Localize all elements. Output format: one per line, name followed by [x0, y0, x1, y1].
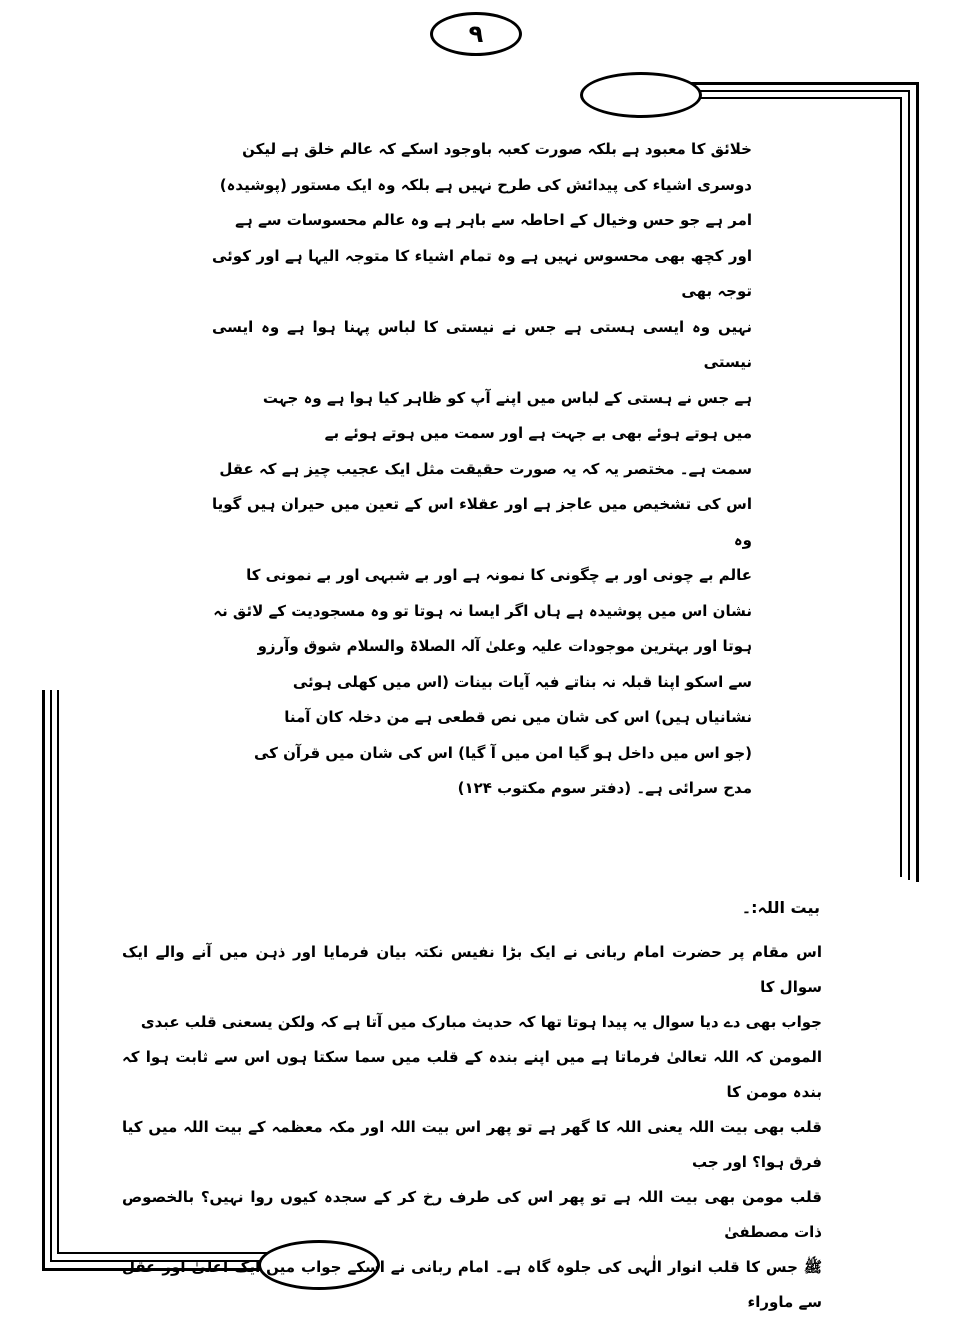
text-line: ہے جس نے ہستی کے لباس میں اپنے آپ کو ظاہر کیا ہوا ہے وہ جہت: [262, 388, 752, 407]
frame-ornament-top: [580, 72, 702, 118]
text-line: قلب مومن بھی بیت اللہ ہے تو پھر اس کی طرف رخ کر کے سجدہ کیوں روا نہیں؟ بالخصوص ذات مصطفیٰ: [122, 1188, 822, 1241]
frame-line: [42, 690, 45, 1270]
text-line: ﷺ جس کا قلب انوار الٰہی کی جلوہ گاہ ہے۔ امام ربانی نے اسکے جواب میں ایک اعلیٰ اور عقل سے ماوراء: [122, 1258, 822, 1311]
text-line: نہیں وہ ایسی ہستی ہے جس نے نیستی کا لباس پہنا ہوا ہے وہ ایسی نیستی: [212, 317, 752, 371]
text-line: میں ہوتے ہوئے بھی بے جہت ہے اور سمت میں ہوتے ہوئے بے: [324, 424, 752, 442]
text-line: المومن کہ اللہ تعالیٰ فرماتا ہے میں اپنے بندہ کے قلب میں سما سکتا ہوں اس سے ثابت ہوا کہ بندہ مومن کا: [122, 1048, 822, 1101]
page-number-text: ۹: [468, 20, 484, 48]
section-text: [122, 935, 822, 1320]
section-heading: بیت اللہ:۔: [741, 898, 820, 917]
text-line: اس کی تشخیص میں عاجز ہے اور عقلاء اس کے تعین میں حیران ہیں گویا وہ: [212, 495, 752, 549]
text-line: مدح سرائی ہے۔ (دفتر سوم مکتوب ۱۲۴): [457, 779, 752, 797]
passage-text: [212, 132, 752, 807]
frame-line: [900, 97, 902, 877]
frame-line: [908, 90, 910, 880]
text-line: سمت ہے۔ مختصر یہ کہ یہ صورت حقیقت مثل ایک عجیب چیز ہے کہ عقل: [219, 459, 752, 478]
frame-line: [50, 690, 52, 1262]
text-line: سے اسکو اپنا قبلہ نہ بناتے فیہ آیات بینات (اس میں کھلی ہوئی: [292, 672, 752, 691]
text-line: قلب بھی بیت اللہ یعنی اللہ کا گھر ہے تو پھر اس بیت اللہ اور مکہ معظمہ کے بیت اللہ میں کیا فرق ہوا؟ اور جب: [122, 1118, 822, 1171]
text-line: نشان اس میں پوشیدہ ہے ہاں اگر ایسا نہ ہوتا تو وہ مسجودیت کے لائق نہ: [213, 601, 752, 620]
text-line: امر ہے جو حس وخیال کے احاطہ سے باہر ہے وہ عالم محسوسات سے ہے: [235, 211, 752, 229]
text-line: ہوتا اور بہترین موجودات علیہ وعلیٰ آلہ الصلاۃ والسلام شوق وآرزو: [257, 637, 752, 655]
text-line: نشانیاں ہیں) اس کی شان میں نص قطعی ہے من دخلہ کان آمنا: [284, 708, 752, 726]
frame-line: [57, 690, 59, 1254]
frame-line: [916, 82, 919, 882]
text-line: اور کچھ بھی محسوس نہیں ہے وہ تمام اشیاء کا متوجہ الیہا ہے اور کوئی توجہ بھی: [212, 246, 752, 300]
text-line: جواب بھی دے دیا سوال یہ پیدا ہوتا تھا کہ حدیث مبارک میں آتا ہے کہ ولکن یسعنی قلب عبدی: [140, 1013, 822, 1031]
text-line: دوسری اشیاء کی پیدائش کی طرح نہیں ہے بلکہ وہ ایک مستور (پوشیدہ): [219, 175, 752, 194]
text-line: خلائق کا معبود ہے بلکہ صورت کعبہ باوجود اسکے کہ عالم خلق ہے لیکن: [242, 140, 752, 158]
text-line: اس مقام پر حضرت امام ربانی نے ایک بڑا نفیس نکتہ بیان فرمایا اور ذہن میں آنے والے ایک سوال کا: [122, 943, 822, 996]
text-line: عالم بے چونی اور بے چگونی کا نمونہ ہے اور بے شبہی اور بے نمونی کا: [246, 566, 752, 584]
text-line: (جو اس میں داخل ہو گیا امن میں آ گیا) اس کی شان میں قرآن کی: [253, 743, 752, 762]
page-number: [430, 12, 522, 56]
